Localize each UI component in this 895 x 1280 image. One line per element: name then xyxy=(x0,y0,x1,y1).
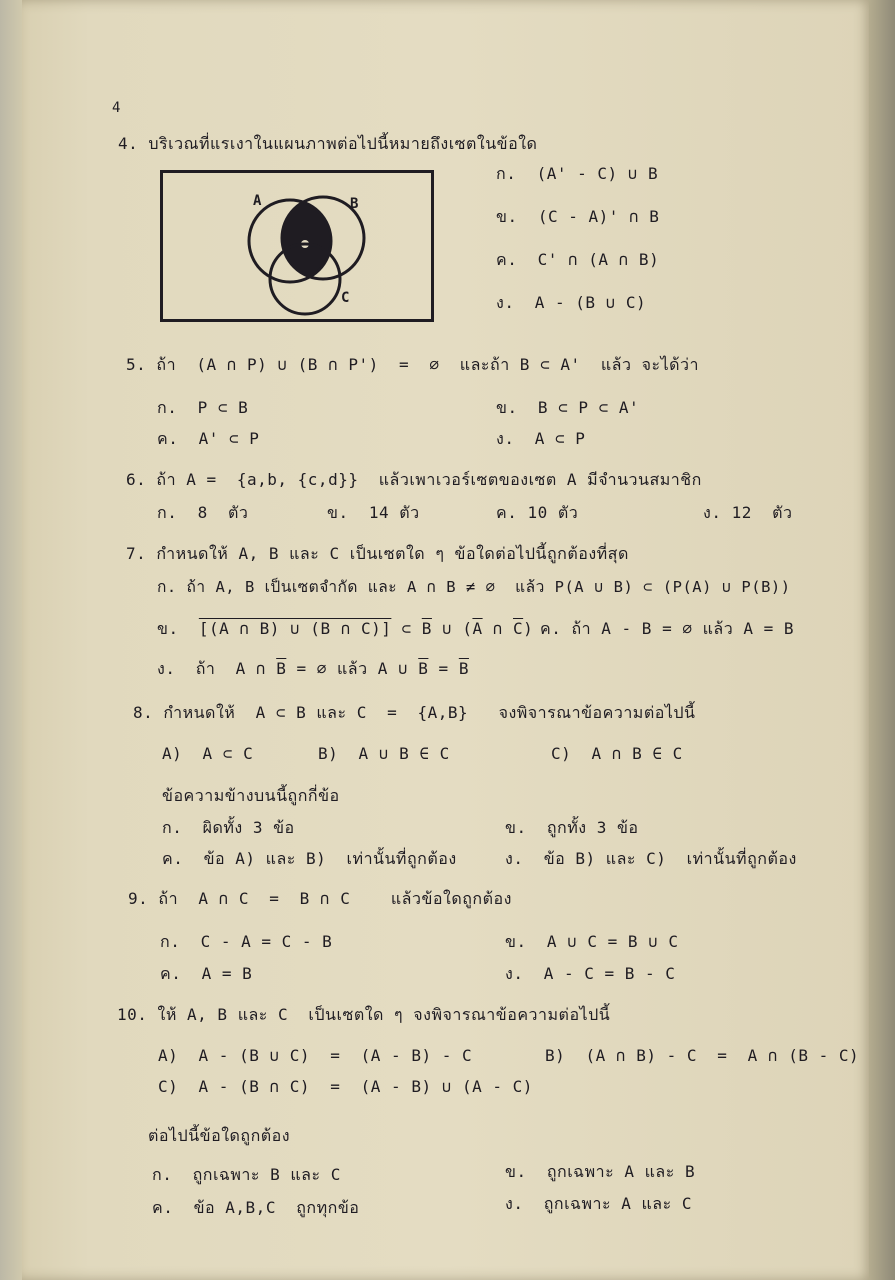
question-7-option-4 xyxy=(157,659,469,679)
question-8-option-3: ค. ข้อ A) และ B) เท่านั้นที่ถูกต้อง xyxy=(162,849,457,868)
question-4-option-4: ง. A - (B ∪ C) xyxy=(496,293,647,312)
overlined-expression: [(A ∩ B) ∪ (B ∩ C)] xyxy=(198,619,392,638)
close-paren: ) xyxy=(523,619,534,638)
venn-label-c: C xyxy=(341,290,350,306)
question-6-option-2: ข. 14 ตัว xyxy=(327,503,420,522)
question-6-option-1: ก. 8 ตัว xyxy=(157,503,249,522)
question-5-stem: 5. ถ้า (A ∩ P) ∪ (B ∩ P') = ∅ และถ้า B ⊂ A' แล้ว จะได้ว่า xyxy=(126,355,699,374)
question-8-statement-b: B) A ∪ B ∈ C xyxy=(318,744,450,763)
question-10-prompt: ต่อไปนี้ข้อใดถูกต้อง xyxy=(148,1126,291,1145)
question-10-statement-c: C) A - (B ∩ C) = (A - B) ∪ (A - C) xyxy=(158,1077,533,1096)
question-10-statement-a: A) A - (B ∪ C) = (A - B) - C xyxy=(158,1046,473,1065)
question-8-prompt: ข้อความข้างบนนี้ถูกกี่ข้อ xyxy=(162,786,340,805)
question-8-option-4: ง. ข้อ B) และ C) เท่านั้นที่ถูกต้อง xyxy=(505,849,797,868)
option-2-prefix: ข. xyxy=(157,619,199,638)
question-10-statement-b: B) (A ∩ B) - C = A ∩ (B - C) xyxy=(545,1046,860,1065)
complement-a: $\overline{A}$ xyxy=(472,619,483,638)
question-8-option-2: ข. ถูกทั้ง 3 ข้อ xyxy=(505,818,639,837)
question-6-option-3: ค. 10 ตัว xyxy=(496,503,579,522)
question-5-option-1: ก. P ⊂ B xyxy=(157,398,249,417)
question-9-option-1: ก. C - A = C - B xyxy=(160,932,333,951)
question-8-statement-c: C) A ∩ B ∈ C xyxy=(551,744,683,763)
question-6-option-4: ง. 12 ตัว xyxy=(703,503,793,522)
question-8-stem: 8. กำหนดให้ A ⊂ B และ C = {A,B} จงพิจารณาข้อความต่อไปนี้ xyxy=(133,703,696,722)
venn-label-b: B xyxy=(350,196,359,212)
question-8-option-1: ก. ผิดทั้ง 3 ข้อ xyxy=(162,818,295,837)
subset-symbol: ⊂ xyxy=(391,619,422,638)
question-10-option-4: ง. ถูกเฉพาะ A และ C xyxy=(505,1194,692,1213)
intersection-symbol: ∩ xyxy=(482,619,513,638)
union-symbol: ∪ ( xyxy=(431,619,473,638)
question-7-option-3: ค. ถ้า A - B = ∅ แล้ว A = B xyxy=(540,619,794,638)
question-4-option-3: ค. C' ∩ (A ∩ B) xyxy=(496,250,660,269)
complement-b-1: $\overline{B}$ xyxy=(276,659,287,678)
question-5-option-3: ค. A' ⊂ P xyxy=(157,429,260,448)
equals-symbol: = xyxy=(428,659,459,678)
question-9-option-2: ข. A ∪ C = B ∪ C xyxy=(505,932,679,951)
page-number: 4 xyxy=(112,100,121,116)
question-10-stem: 10. ให้ A, B และ C เป็นเซตใด ๆ จงพิจารณาข้อความต่อไปนี้ xyxy=(117,1005,611,1024)
question-4-option-2: ข. (C - A)' ∩ B xyxy=(496,207,660,226)
question-10-option-2: ข. ถูกเฉพาะ A และ B xyxy=(505,1162,696,1181)
question-9-stem: 9. ถ้า A ∩ C = B ∩ C แล้วข้อใดถูกต้อง xyxy=(128,889,512,908)
option-4-prefix: ง. ถ้า A ∩ xyxy=(157,659,277,678)
question-5-option-4: ง. A ⊂ P xyxy=(496,429,586,448)
venn-label-a: A xyxy=(253,193,262,209)
question-9-option-3: ค. A = B xyxy=(160,964,253,983)
question-7-stem: 7. กำหนดให้ A, B และ C เป็นเซตใด ๆ ข้อใดต่อไปนี้ถูกต้องที่สุด xyxy=(126,544,629,563)
complement-b: $\overline{B}$ xyxy=(421,619,432,638)
option-4-middle: = ∅ แล้ว A ∪ xyxy=(286,659,419,678)
question-5-option-2: ข. B ⊂ P ⊂ A' xyxy=(496,398,640,417)
question-7-option-1: ก. ถ้า A, B เป็นเซตจำกัด และ A ∩ B ≠ ∅ แล้ว P(A ∪ B) ⊂ (P(A) ∪ P(B)) xyxy=(157,578,791,596)
question-8-statement-a: A) A ⊂ C xyxy=(162,744,254,763)
question-4-option-1: ก. (A' - C) ∪ B xyxy=(496,164,659,183)
complement-b-3: $\overline{B}$ xyxy=(458,659,469,678)
question-7-option-2 xyxy=(157,619,533,639)
question-10-option-1: ก. ถูกเฉพาะ B และ C xyxy=(152,1165,341,1184)
question-4-stem: 4. บริเวณที่แรเงาในแผนภาพต่อไปนี้หมายถึงเซตในข้อใด xyxy=(118,134,538,153)
question-6-stem: 6. ถ้า A = {a,b, {c,d}} แล้วเพาเวอร์เซตของเซต A มีจำนวนสมาชิก xyxy=(126,470,702,489)
question-10-option-3: ค. ข้อ A,B,C ถูกทุกข้อ xyxy=(152,1198,360,1217)
complement-c: $\overline{C}$ xyxy=(513,619,524,638)
question-9-option-4: ง. A - C = B - C xyxy=(505,964,676,983)
complement-b-2: $\overline{B}$ xyxy=(418,659,429,678)
